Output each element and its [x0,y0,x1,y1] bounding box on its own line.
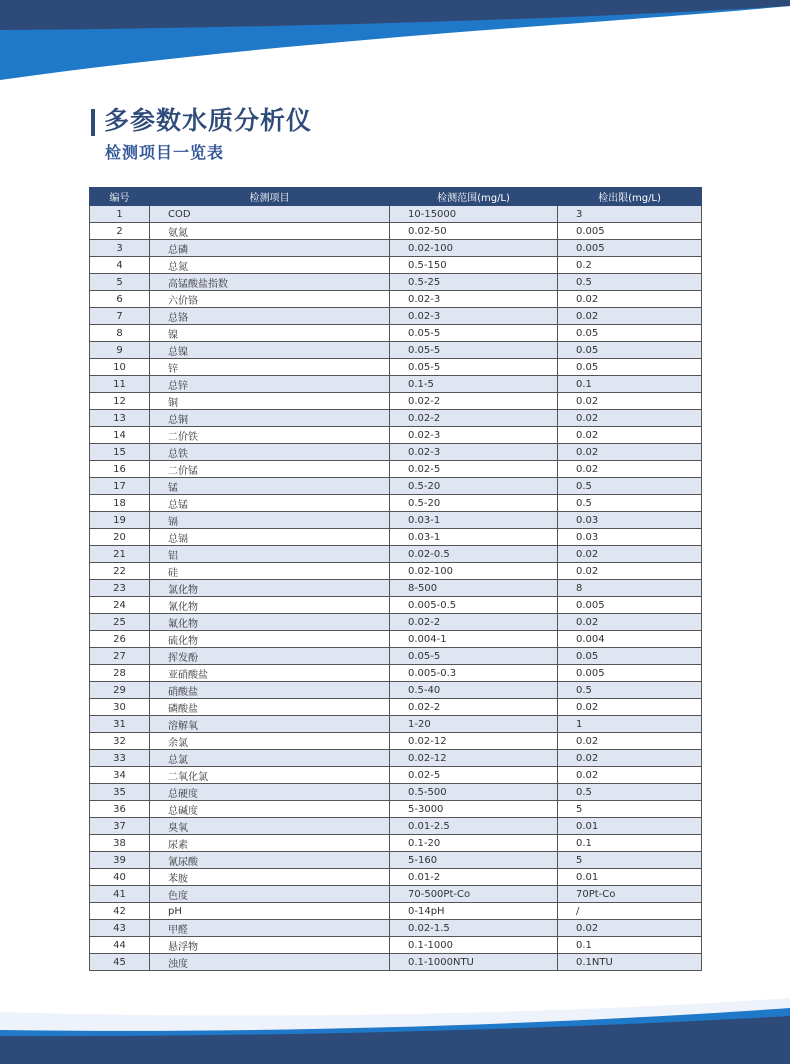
table-row [90,835,702,852]
table-row [90,410,702,427]
table-row [90,444,702,461]
cell-range: 0.1-1000 [390,937,558,954]
cell-item: 铜 [150,393,390,410]
cell-number: 33 [90,750,150,767]
cell-range: 0.02-2 [390,410,558,427]
cell-limit: 0.02 [558,393,702,410]
cell-limit: 0.02 [558,444,702,461]
cell-limit: 0.01 [558,818,702,835]
cell-number: 13 [90,410,150,427]
cell-range: 0.02-50 [390,223,558,240]
cell-item: 磷酸盐 [150,699,390,716]
cell-range: 0.1-1000NTU [390,954,558,971]
header-limit: 检出限(mg/L) [558,188,702,206]
cell-range: 0.5-150 [390,257,558,274]
cell-limit: 0.02 [558,767,702,784]
cell-number: 41 [90,886,150,903]
cell-range: 5-3000 [390,801,558,818]
cell-range: 0.02-0.5 [390,546,558,563]
table-row [90,699,702,716]
cell-number: 20 [90,529,150,546]
cell-range: 8-500 [390,580,558,597]
cell-limit: 0.02 [558,410,702,427]
cell-number: 30 [90,699,150,716]
cell-item: 铝 [150,546,390,563]
cell-item: 氰化物 [150,597,390,614]
cell-limit: 5 [558,852,702,869]
cell-limit: 0.5 [558,784,702,801]
cell-range: 0.004-1 [390,631,558,648]
cell-limit: 0.02 [558,308,702,325]
table-row [90,801,702,818]
cell-number: 40 [90,869,150,886]
cell-range: 0.005-0.5 [390,597,558,614]
cell-range: 0.05-5 [390,325,558,342]
cell-range: 0.1-5 [390,376,558,393]
cell-item: 苯胺 [150,869,390,886]
title-accent-bar [91,109,95,136]
table-row [90,597,702,614]
cell-item: 甲醛 [150,920,390,937]
page-subtitle: 检测项目一览表 [105,143,225,162]
cell-item: 氰尿酸 [150,852,390,869]
cell-limit: 5 [558,801,702,818]
cell-item: 氯化物 [150,580,390,597]
cell-item: 色度 [150,886,390,903]
cell-number: 15 [90,444,150,461]
cell-limit: 0.005 [558,597,702,614]
cell-range: 0.02-100 [390,563,558,580]
cell-number: 36 [90,801,150,818]
cell-number: 18 [90,495,150,512]
cell-range: 0.5-25 [390,274,558,291]
cell-limit: 0.02 [558,427,702,444]
cell-limit: 0.2 [558,257,702,274]
cell-number: 45 [90,954,150,971]
cell-item: 总碱度 [150,801,390,818]
cell-limit: 0.02 [558,291,702,308]
cell-item: 悬浮物 [150,937,390,954]
cell-limit: 70Pt-Co [558,886,702,903]
cell-range: 0.02-1.5 [390,920,558,937]
cell-range: 0.5-40 [390,682,558,699]
cell-limit: 0.1NTU [558,954,702,971]
cell-number: 26 [90,631,150,648]
table-row [90,240,702,257]
table-row [90,903,702,920]
cell-number: 21 [90,546,150,563]
cell-item: 二氧化氯 [150,767,390,784]
cell-item: 硅 [150,563,390,580]
cell-number: 4 [90,257,150,274]
cell-range: 0.02-2 [390,393,558,410]
cell-number: 43 [90,920,150,937]
cell-number: 6 [90,291,150,308]
cell-item: 总锌 [150,376,390,393]
table-row [90,954,702,971]
cell-limit: 8 [558,580,702,597]
cell-limit: 3 [558,206,702,223]
cell-item: 总氯 [150,750,390,767]
table-row [90,206,702,223]
cell-number: 24 [90,597,150,614]
table-row [90,869,702,886]
cell-number: 16 [90,461,150,478]
table-row [90,342,702,359]
table-row [90,376,702,393]
cell-range: 0.02-12 [390,750,558,767]
cell-item: 臭氧 [150,818,390,835]
cell-limit: 0.02 [558,750,702,767]
cell-item: COD [150,206,390,223]
cell-range: 0.03-1 [390,529,558,546]
cell-number: 23 [90,580,150,597]
table-row [90,920,702,937]
cell-number: 37 [90,818,150,835]
cell-number: 19 [90,512,150,529]
cell-item: 尿素 [150,835,390,852]
cell-limit: 0.005 [558,223,702,240]
cell-range: 0.02-2 [390,699,558,716]
cell-range: 0.02-3 [390,427,558,444]
cell-limit: 0.05 [558,648,702,665]
table-row [90,886,702,903]
cell-number: 32 [90,733,150,750]
table-row [90,852,702,869]
table-row [90,818,702,835]
cell-limit: 0.5 [558,495,702,512]
cell-limit: 0.004 [558,631,702,648]
cell-range: 70-500Pt-Co [390,886,558,903]
table-row [90,716,702,733]
cell-item: 二价锰 [150,461,390,478]
table-body [90,206,702,971]
table-row [90,461,702,478]
cell-range: 0.05-5 [390,359,558,376]
cell-range: 0-14pH [390,903,558,920]
cell-limit: 0.02 [558,614,702,631]
cell-item: 硫化物 [150,631,390,648]
cell-item: 溶解氧 [150,716,390,733]
cell-number: 22 [90,563,150,580]
cell-number: 44 [90,937,150,954]
cell-range: 0.5-20 [390,478,558,495]
table-row [90,580,702,597]
footer-wave-decoration [0,990,790,1064]
cell-limit: 0.03 [558,512,702,529]
table-row [90,631,702,648]
cell-item: 高锰酸盐指数 [150,274,390,291]
cell-range: 0.02-12 [390,733,558,750]
cell-range: 0.05-5 [390,342,558,359]
table-row [90,512,702,529]
cell-item: pH [150,903,390,920]
table-row [90,767,702,784]
table-row [90,427,702,444]
cell-range: 0.01-2.5 [390,818,558,835]
cell-number: 29 [90,682,150,699]
cell-item: 总铁 [150,444,390,461]
cell-number: 9 [90,342,150,359]
cell-range: 0.02-100 [390,240,558,257]
cell-item: 六价铬 [150,291,390,308]
cell-number: 17 [90,478,150,495]
cell-number: 31 [90,716,150,733]
cell-item: 总硬度 [150,784,390,801]
cell-number: 28 [90,665,150,682]
cell-number: 35 [90,784,150,801]
cell-number: 1 [90,206,150,223]
cell-limit: 0.02 [558,563,702,580]
cell-range: 0.5-20 [390,495,558,512]
cell-item: 镍 [150,325,390,342]
cell-limit: 0.1 [558,376,702,393]
cell-item: 总铜 [150,410,390,427]
cell-limit: 0.05 [558,342,702,359]
cell-limit: 0.03 [558,529,702,546]
cell-number: 3 [90,240,150,257]
cell-range: 0.02-5 [390,767,558,784]
cell-range: 1-20 [390,716,558,733]
cell-limit: 0.5 [558,682,702,699]
cell-range: 0.02-3 [390,308,558,325]
cell-limit: 0.1 [558,835,702,852]
table-row [90,393,702,410]
cell-limit: 1 [558,716,702,733]
cell-range: 5-160 [390,852,558,869]
cell-number: 12 [90,393,150,410]
cell-limit: 0.05 [558,325,702,342]
cell-number: 2 [90,223,150,240]
cell-number: 14 [90,427,150,444]
table-row [90,529,702,546]
cell-limit: / [558,903,702,920]
table-row [90,614,702,631]
table-row [90,325,702,342]
cell-range: 0.02-3 [390,291,558,308]
cell-limit: 0.1 [558,937,702,954]
detection-items-table [89,187,702,971]
cell-item: 氨氮 [150,223,390,240]
cell-number: 38 [90,835,150,852]
table-row [90,546,702,563]
table-row [90,784,702,801]
cell-limit: 0.5 [558,274,702,291]
table-row [90,478,702,495]
table-row [90,750,702,767]
cell-number: 5 [90,274,150,291]
table-row [90,359,702,376]
cell-limit: 0.005 [558,240,702,257]
cell-range: 0.02-2 [390,614,558,631]
cell-item: 总铬 [150,308,390,325]
cell-range: 0.5-500 [390,784,558,801]
table-row [90,937,702,954]
cell-limit: 0.02 [558,546,702,563]
table-row [90,223,702,240]
header-item: 检测项目 [150,188,390,206]
cell-item: 硝酸盐 [150,682,390,699]
table-row [90,495,702,512]
cell-item: 二价铁 [150,427,390,444]
cell-item: 余氯 [150,733,390,750]
cell-limit: 0.02 [558,699,702,716]
table-row [90,665,702,682]
cell-limit: 0.02 [558,461,702,478]
table-row [90,257,702,274]
cell-range: 0.03-1 [390,512,558,529]
cell-range: 0.05-5 [390,648,558,665]
cell-limit: 0.01 [558,869,702,886]
cell-item: 亚硝酸盐 [150,665,390,682]
cell-item: 挥发酚 [150,648,390,665]
table-row [90,291,702,308]
cell-range: 0.1-20 [390,835,558,852]
header-range: 检测范围(mg/L) [390,188,558,206]
cell-item: 镉 [150,512,390,529]
cell-range: 0.01-2 [390,869,558,886]
cell-range: 0.005-0.3 [390,665,558,682]
header-wave-decoration [0,0,790,80]
cell-range: 10-15000 [390,206,558,223]
cell-limit: 0.02 [558,733,702,750]
cell-limit: 0.005 [558,665,702,682]
table-row [90,274,702,291]
cell-item: 浊度 [150,954,390,971]
table-row [90,563,702,580]
header-number: 编号 [90,188,150,206]
cell-item: 总锰 [150,495,390,512]
cell-limit: 0.02 [558,920,702,937]
cell-limit: 0.05 [558,359,702,376]
cell-item: 总氮 [150,257,390,274]
cell-range: 0.02-5 [390,461,558,478]
cell-number: 7 [90,308,150,325]
cell-item: 锰 [150,478,390,495]
cell-number: 34 [90,767,150,784]
cell-item: 氟化物 [150,614,390,631]
cell-number: 25 [90,614,150,631]
cell-item: 总磷 [150,240,390,257]
cell-item: 总镉 [150,529,390,546]
cell-number: 39 [90,852,150,869]
cell-range: 0.02-3 [390,444,558,461]
cell-item: 锌 [150,359,390,376]
table-row [90,648,702,665]
cell-number: 42 [90,903,150,920]
table-header-row [90,188,702,206]
page-title: 多参数水质分析仪 [104,106,313,135]
cell-limit: 0.5 [558,478,702,495]
table-row [90,733,702,750]
cell-number: 8 [90,325,150,342]
table-row [90,682,702,699]
cell-item: 总镍 [150,342,390,359]
cell-number: 11 [90,376,150,393]
cell-number: 27 [90,648,150,665]
cell-number: 10 [90,359,150,376]
table-row [90,308,702,325]
